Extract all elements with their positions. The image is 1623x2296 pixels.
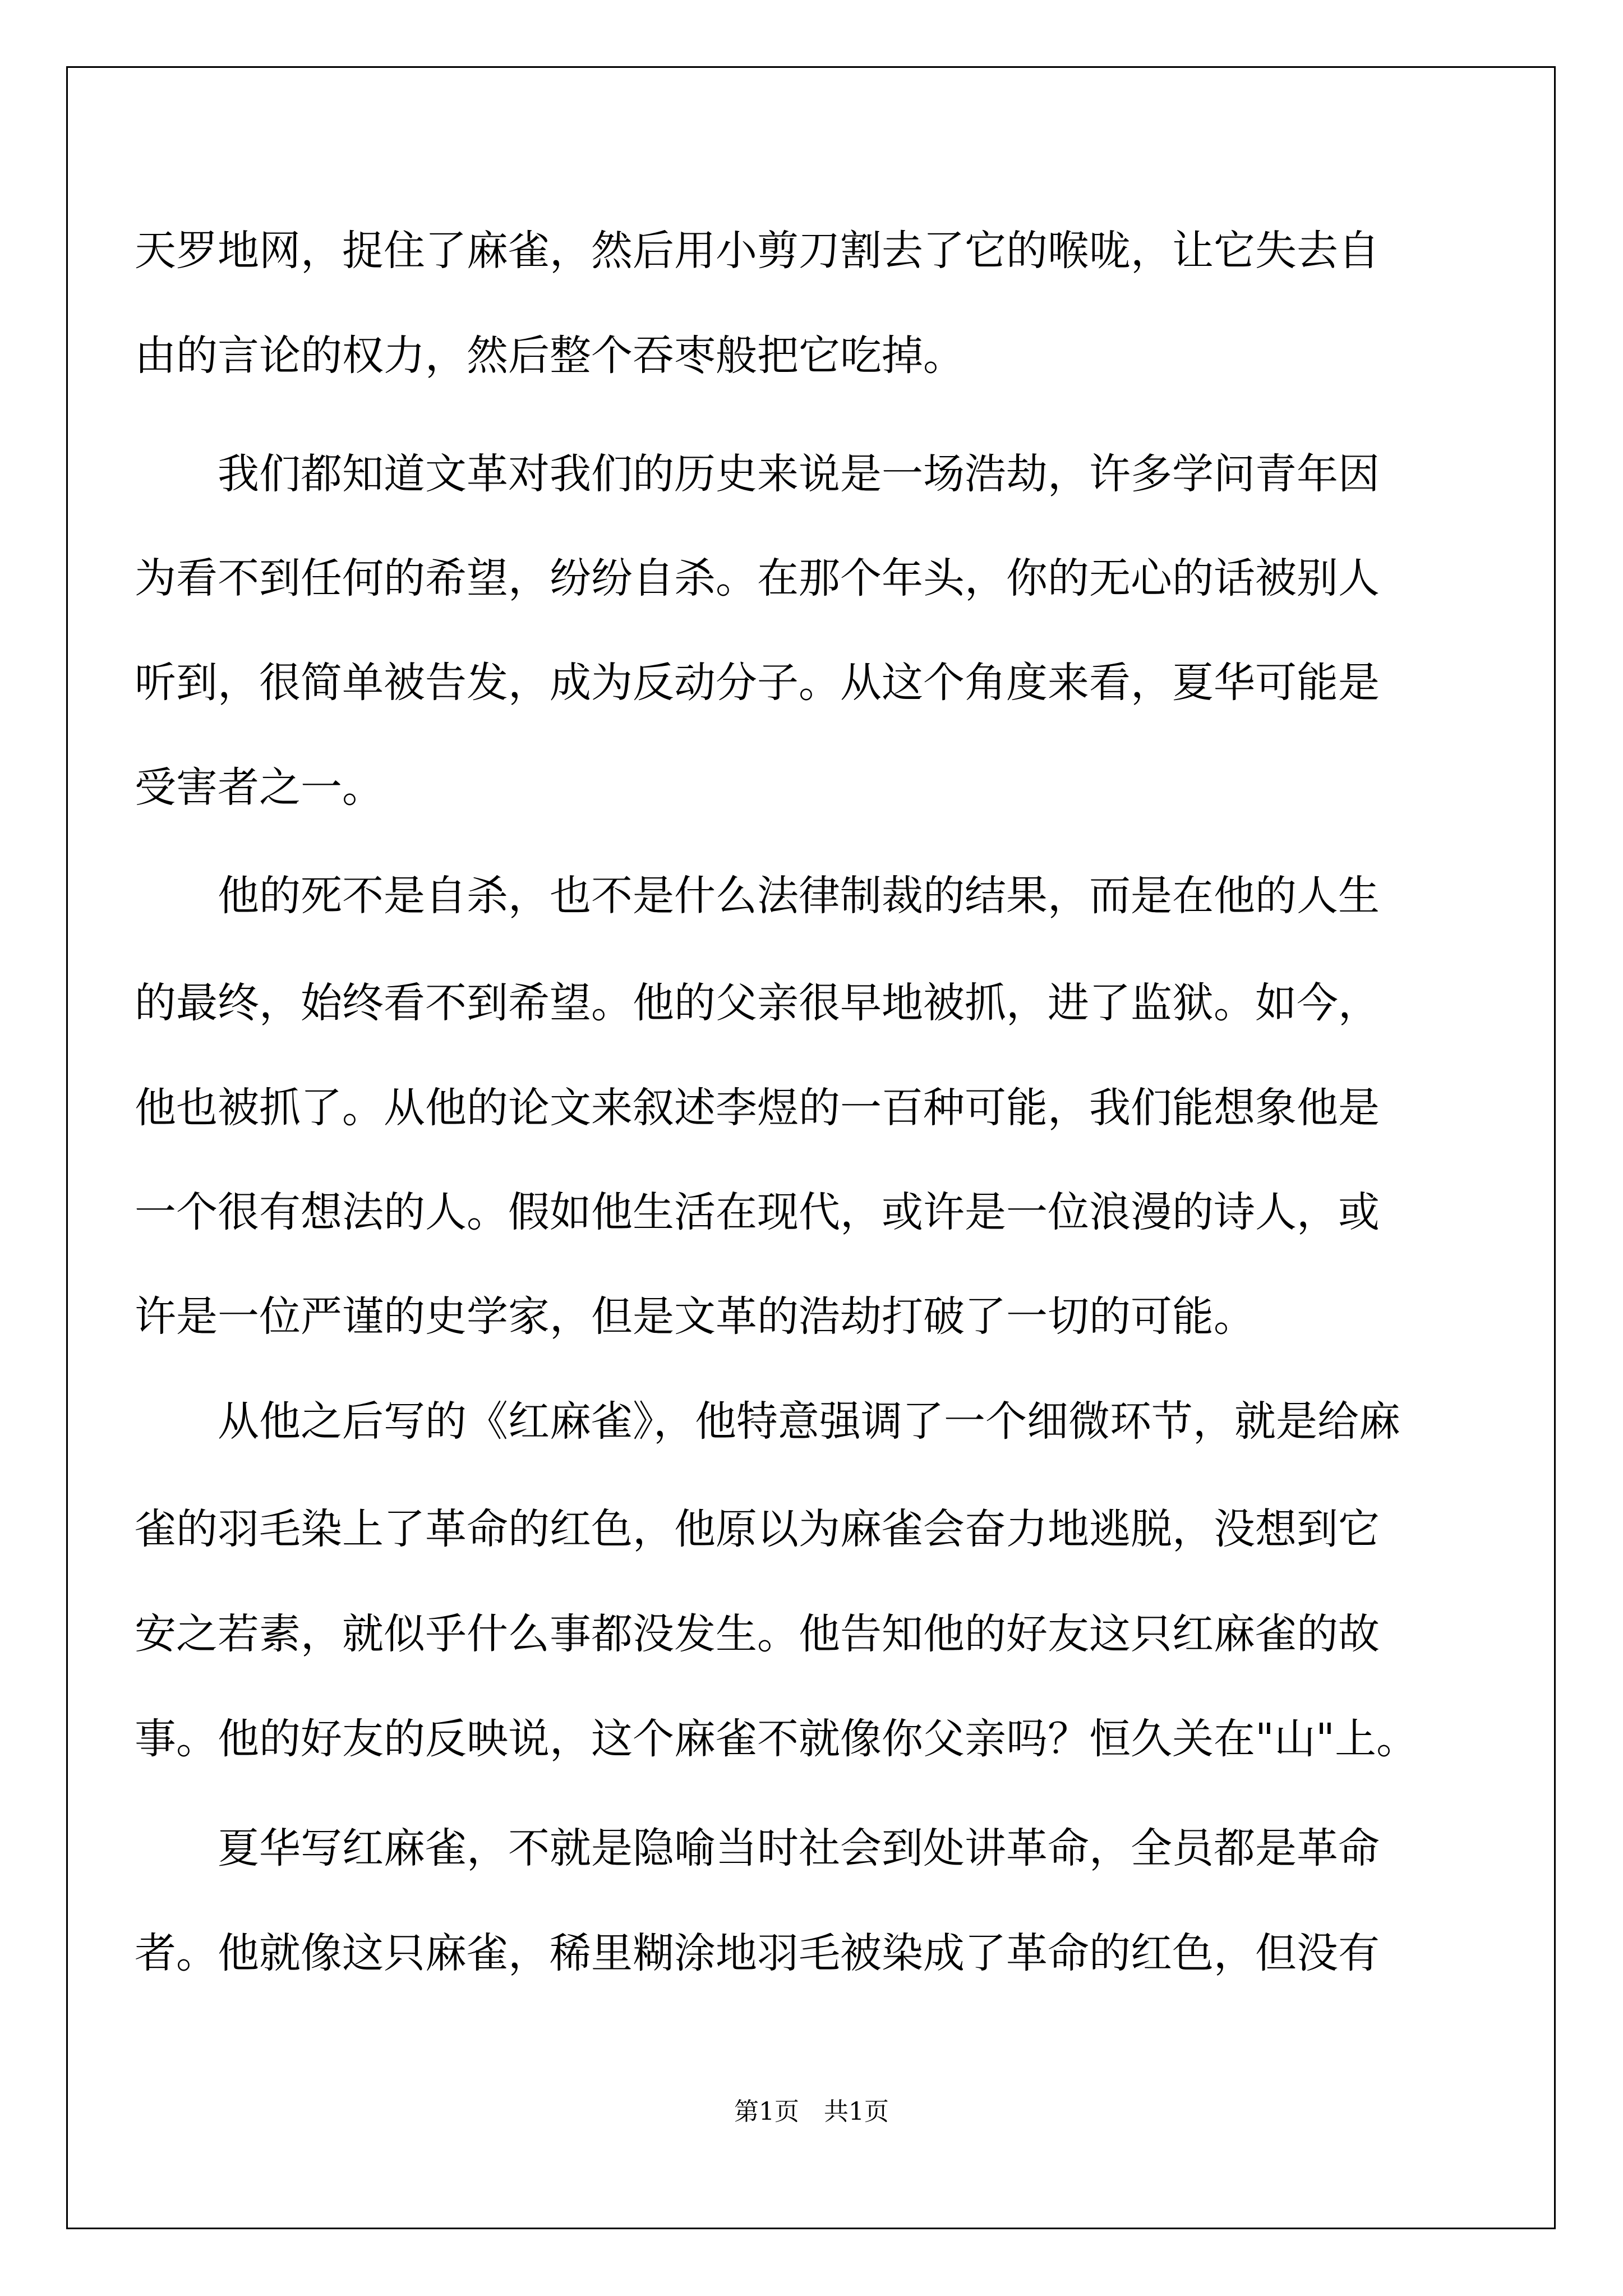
text-line: 安之若素，就似乎什么事都没发生。他告知他的好友这只红麻雀的故 (135, 1610, 1380, 1658)
text-line: 为看不到任何的希望，纷纷自杀。在那个年头，你的无心的话被别人 (135, 554, 1380, 602)
text-line: 由的言论的权力，然后整个吞枣般把它吃掉。 (135, 332, 965, 380)
text-line: 者。他就像这只麻雀，稀里糊涂地羽毛被染成了革命的红色，但没有 (135, 1929, 1380, 1977)
paragraph-start-line: 他的死不是自杀，也不是什么法律制裁的结果，而是在他的人生 (218, 872, 1380, 920)
text-line: 雀的羽毛染上了革命的红色，他原以为麻雀会奋力地逃脱，没想到它 (135, 1505, 1380, 1553)
paragraph-start-line: 夏华写红麻雀，不就是隐喻当时社会到处讲革命，全员都是革命 (218, 1824, 1380, 1872)
text-line: 事。他的好友的反映说，这个麻雀不就像你父亲吗？恒久关在"山"上。 (135, 1715, 1418, 1763)
text-line: 天罗地网，捉住了麻雀，然后用小剪刀割去了它的喉咙，让它失去自 (135, 227, 1380, 275)
page-border (66, 66, 1556, 2229)
text-line: 他也被抓了。从他的论文来叙述李煜的一百种可能，我们能想象他是 (135, 1084, 1380, 1132)
paragraph-start-line: 我们都知道文革对我们的历史来说是一场浩劫，许多学问青年因 (218, 450, 1380, 498)
text-line: 听到，很简单被告发，成为反动分子。从这个角度来看，夏华可能是 (135, 659, 1380, 707)
text-line: 许是一位严谨的史学家，但是文革的浩劫打破了一切的可能。 (135, 1292, 1255, 1341)
text-line: 一个很有想法的人。假如他生活在现代，或许是一位浪漫的诗人，或 (135, 1188, 1380, 1236)
text-line: 的最终，始终看不到希望。他的父亲很早地被抓，进了监狱。如今， (135, 979, 1380, 1027)
page-number-footer: 第1页 共1页 (734, 2097, 889, 2126)
text-line: 受害者之一。 (135, 763, 384, 812)
paragraph-start-line: 从他之后写的《红麻雀》，他特意强调了一个细微环节，就是给麻 (218, 1397, 1400, 1446)
